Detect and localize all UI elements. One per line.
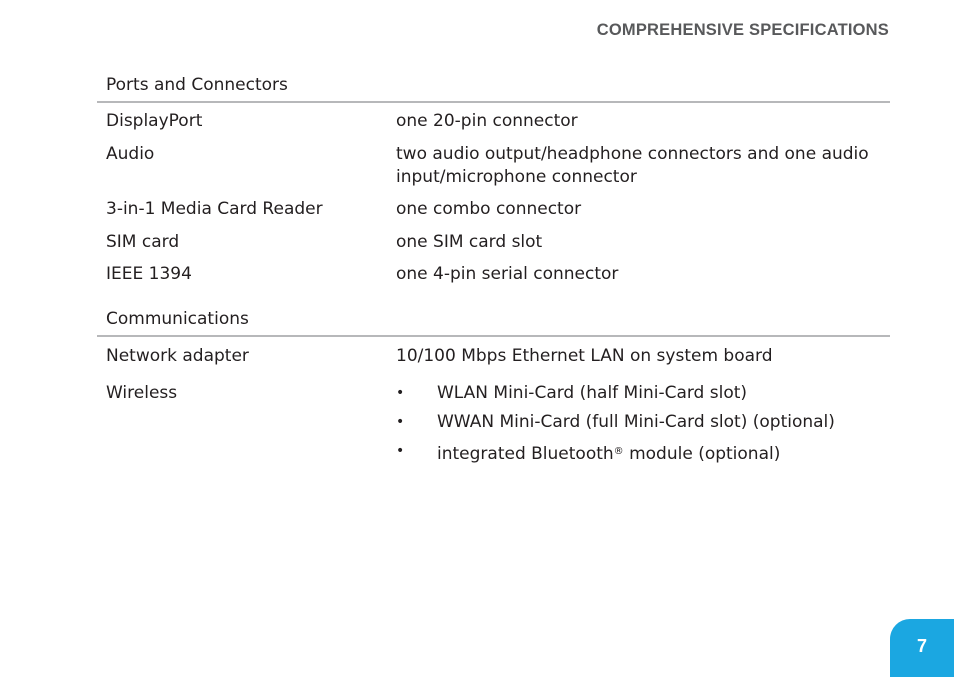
spec-label: Audio — [106, 144, 155, 164]
spec-label: SIM card — [106, 232, 180, 252]
spec-label: IEEE 1394 — [106, 264, 192, 284]
list-item-text-start: integrated Bluetooth — [437, 444, 614, 464]
bullet-icon: • — [396, 443, 405, 459]
spec-label: Wireless — [106, 383, 178, 403]
spec-value: 10/100 Mbps Ethernet LAN on system board — [396, 346, 773, 366]
spec-value: two audio output/headphone connectors and one audio input/microphone connector — [396, 144, 869, 187]
spec-value: one combo connector — [396, 199, 582, 219]
section-divider — [97, 335, 890, 337]
page-number: 7 — [916, 636, 927, 656]
section-divider — [97, 101, 890, 103]
spec-value: one 4-pin serial connector — [396, 264, 619, 284]
list-item — [396, 382, 886, 411]
spec-label: DisplayPort — [106, 111, 203, 131]
registered-mark: ® — [613, 446, 624, 457]
section-title-ports: Ports and Connectors — [106, 75, 288, 95]
ports-section — [97, 73, 890, 103]
bullet-icon: • — [396, 385, 405, 401]
page-number-tab — [890, 619, 954, 677]
spec-label: Network adapter — [106, 346, 249, 366]
section-title-communications: Communications — [106, 309, 249, 329]
communications-section — [97, 307, 890, 337]
list-item-text: WLAN Mini-Card (half Mini-Card slot) — [437, 383, 748, 403]
list-item-text: WWAN Mini-Card (full Mini-Card slot) (optional) — [437, 412, 835, 432]
list-item — [396, 440, 886, 469]
running-header: COMPREHENSIVE SPECIFICATIONS — [596, 21, 889, 39]
spec-label: 3-in-1 Media Card Reader — [106, 199, 323, 219]
list-item — [396, 411, 886, 440]
spec-value: one 20-pin connector — [396, 111, 578, 131]
list-item-text — [437, 440, 780, 466]
list-item-text-end: module (optional) — [623, 444, 781, 464]
wireless-bullet-list — [396, 382, 886, 469]
spec-value: one SIM card slot — [396, 232, 543, 252]
bullet-icon: • — [396, 414, 405, 430]
